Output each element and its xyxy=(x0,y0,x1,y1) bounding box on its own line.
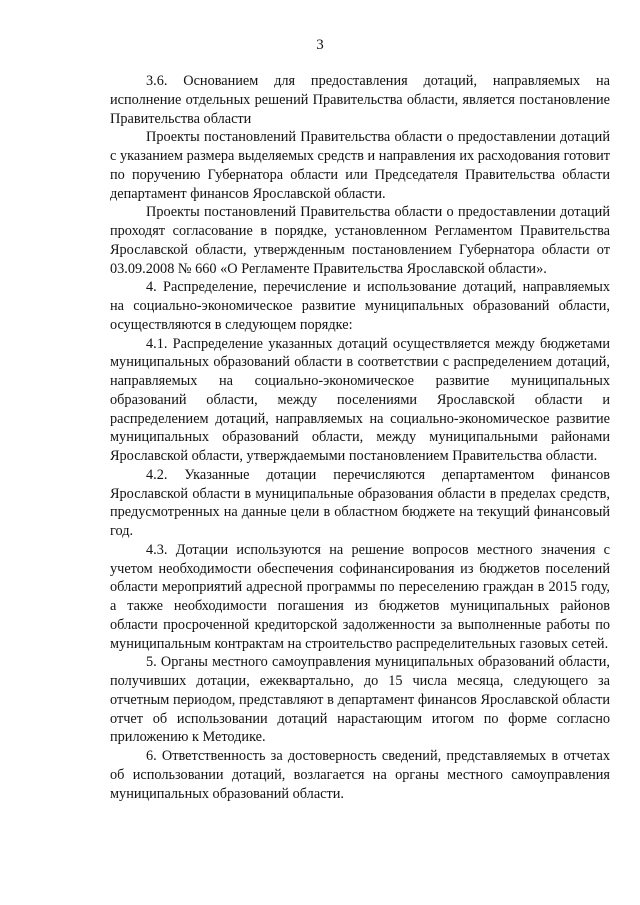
paragraph-5: 5. Органы местного самоуправления муниципальных образований области, получивших дотации, ежеквартально, до 15 числа месяца, следующего за отчетным периодом, представляют в департамент финансов Ярославской области отчет об использовании дотаций нарастающим итогом по форме согласно приложению к Методике. xyxy=(110,654,610,746)
page-number: 3 xyxy=(316,37,324,53)
paragraph-4: 4. Распределение, перечисление и использование дотаций, направляемых на социально-экономическое развитие муниципальных образований области, осуществляются в следующем порядке: xyxy=(110,279,610,333)
paragraph-3-6: 3.6. Основанием для предоставления дотаций, направляемых на исполнение отдельных решений Правительства области, является постановление Правительства области xyxy=(110,73,610,127)
document-body xyxy=(110,72,610,803)
paragraph-4-2: 4.2. Указанные дотации перечисляются департаментом финансов Ярославской области в муниципальные образования области в пределах средств, предусмотренных на данные цели в областном бюджете на текущий финансовый год. xyxy=(110,466,610,539)
paragraph-draft-preparation: Проекты постановлений Правительства области о предоставлении дотаций с указанием размера выделяемых средств и направления их расходования готовит по поручению Губернатора области или Председателя Правительства области департамент финансов Ярославской области. xyxy=(110,129,610,202)
paragraph-4-3: 4.3. Дотации используются на решение вопросов местного значения с учетом необходимости обеспечения софинансирования из бюджетов поселений области мероприятий адресной программы по переселению граждан в 2015 году, а также необходимости погашения из бюджетов муниципальных районов области просроченной кредиторской задолженности за выполненные работы по муниципальным контрактам на строительство распределительных газовых сетей. xyxy=(110,541,610,652)
paragraph-6: 6. Ответственность за достоверность сведений, представляемых в отчетах об использовании дотаций, возлагается на органы местного самоуправления муниципальных образований области. xyxy=(110,748,610,802)
paragraph-draft-approval: Проекты постановлений Правительства области о предоставлении дотаций проходят согласование в порядке, установленном Регламентом Правительства Ярославской области, утвержденным постановлением Губернатора области от 03.09.2008 № 660 «О Регламенте Правительства Ярославской области». xyxy=(110,204,610,277)
paragraph-4-1: 4.1. Распределение указанных дотаций осуществляется между бюджетами муниципальных образований области в соответствии с распределением дотаций, направляемых на социально-экономическое развитие муниципальных образований области, между поселениями Ярославской области и распределением дотаций, направляемых на социально-экономическое развитие муниципальных образований области, между муниципальными районами Ярославской области, утверждаемыми постановлением Правительства области. xyxy=(110,335,610,464)
